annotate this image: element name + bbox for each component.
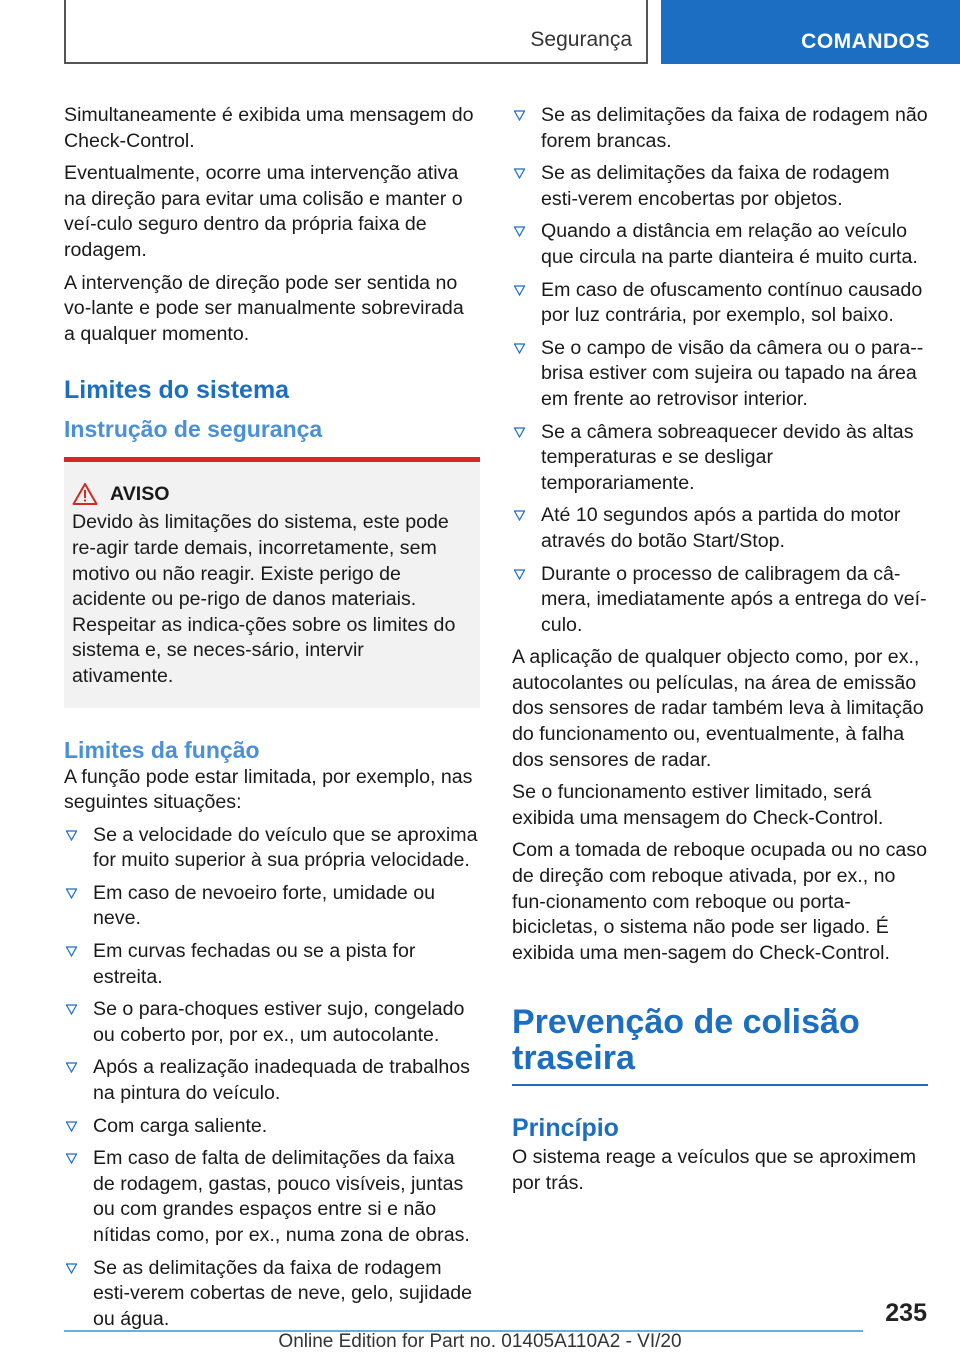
warning-text: Devido às limitações do sistema, este pode re‐agir tarde demais, incorretamente, sem motivo ou não reagir. Existe perigo de acidente ou pe‐rigo de danos materiais. Respeitar as indica‐ções sobre os limites do sistema e, se neces‐sário, intervir ativamente. [72,511,456,687]
list-item: Após a realização inadequada de trabalhos na pintura do veículo. [64,1055,480,1106]
intro-paragraph: Simultaneamente é exibida uma mensagem do Check-Control. [64,104,474,152]
list-item: Com carga saliente. [64,1114,480,1140]
list-item: Em curvas fechadas ou se a pista for estreita. [64,939,480,990]
bullet-triangle-icon [514,110,525,121]
list-item: Se o campo de visão da câmera ou o para-‐brisa estiver com sujeira ou tapado na área em frente ao retrovisor interior. [512,336,928,413]
bullet-triangle-icon [514,285,525,296]
warning-triangle-icon [72,482,110,506]
header-section-title: Segurança [530,28,632,51]
list-item: Em caso de nevoeiro forte, umidade ou neve. [64,881,480,932]
list-item: Até 10 segundos após a partida do motor através do botão Start/Stop. [512,503,928,554]
principle-heading: Princípio [512,1114,619,1143]
function-limits-heading: Limites da função [64,736,260,763]
list-item: Se as delimitações da faixa de rodagem não forem brancas. [512,103,928,154]
intro-paragraph: A intervenção de direção pode ser sentida no vo‐lante e pode ser manualmente sobrevirada a qualquer momento. [64,271,464,345]
intro-paragraph: Eventualmente, ocorre uma intervenção ativa na direção para evitar uma colisão e manter o veí‐culo seguro dentro da própria faixa de rodagem. [64,162,463,261]
function-limits-list [64,823,480,1333]
bullet-triangle-icon [66,830,77,841]
trailer-paragraph: Com a tomada de reboque ocupada ou no caso de direção com reboque ativada, por ex., no fun‐cionamento com reboque ou porta-bicicletas, o sistema não pode ser ligado. É exibida uma men‐sagem do Check-Control. [512,839,928,964]
list-item: Se o para-choques estiver sujo, congelado ou coberto por, por ex., um autocolante. [64,997,480,1048]
list-item: Se as delimitações da faixa de rodagem esti‐verem cobertas de neve, gelo, sujidade ou água. [64,1256,480,1333]
limits-heading: Limites do sistema [64,376,290,405]
page-number: 235 [885,1299,927,1327]
bullet-triangle-icon [514,510,525,521]
list-item: Em caso de falta de delimitações da faixa de rodagem, gastas, pouco visíveis, juntas ou com grandes espaços entre si e não nítidas como, por ex., numa zona de obras. [64,1146,480,1248]
right-column [512,103,928,1204]
warning-label: AVISO [110,482,170,505]
function-intro: A função pode estar limitada, por exemplo, nas seguintes situações: [64,765,473,814]
radar-paragraph: A aplicação de qualquer objecto como, por ex., autocolantes ou películas, na área de emissão dos sensores de radar também leva à limitação do funcionamento ou, eventualmente, à falha dos sensores de radar. [512,646,924,771]
bullet-triangle-icon [66,888,77,899]
warning-box [64,457,480,707]
footer-edition[interactable]: Online Edition for Part no. 01405A110A2 - VI/20 [278,1331,682,1352]
bullet-triangle-icon [514,168,525,179]
warning-title [72,482,470,506]
left-column [64,103,480,1339]
list-item: Se as delimitações da faixa de rodagem esti‐verem encobertas por objetos. [512,161,928,212]
bullet-triangle-icon [66,946,77,957]
rear-collision-heading: Prevenção de colisão traseira [512,1003,860,1078]
header-section-box [64,0,648,64]
bullet-triangle-icon [514,569,525,580]
header-chapter-title: COMANDOS [801,30,930,53]
heading-rule [512,1084,928,1086]
bullet-triangle-icon [66,1263,77,1274]
bullet-triangle-icon [66,1121,77,1132]
list-item: Se a velocidade do veículo que se aproxima for muito superior à sua própria velocidade. [64,823,480,874]
principle-text: O sistema reage a veículos que se aproximem por trás. [512,1146,917,1194]
bullet-triangle-icon [514,427,525,438]
function-limits-list-continued [512,103,928,638]
list-item: Em caso de ofuscamento contínuo causado por luz contrária, por exemplo, sol baixo. [512,278,928,329]
limited-paragraph: Se o funcionamento estiver limitado, será exibida uma mensagem do Check-Control. [512,781,884,829]
safety-heading: Instrução de segurança [64,416,323,443]
bullet-triangle-icon [66,1153,77,1164]
bullet-triangle-icon [66,1004,77,1015]
list-item: Quando a distância em relação ao veículo que circula na parte dianteira é muito curta. [512,219,928,270]
bullet-triangle-icon [514,343,525,354]
list-item: Se a câmera sobreaquecer devido às altas temperaturas e se desligar temporariamente. [512,420,928,497]
bullet-triangle-icon [514,226,525,237]
header-chapter-tab[interactable] [661,0,960,64]
list-item: Durante o processo de calibragem da câ‐mera, imediatamente após a entrega do veí‐culo. [512,562,928,639]
bullet-triangle-icon [66,1062,77,1073]
